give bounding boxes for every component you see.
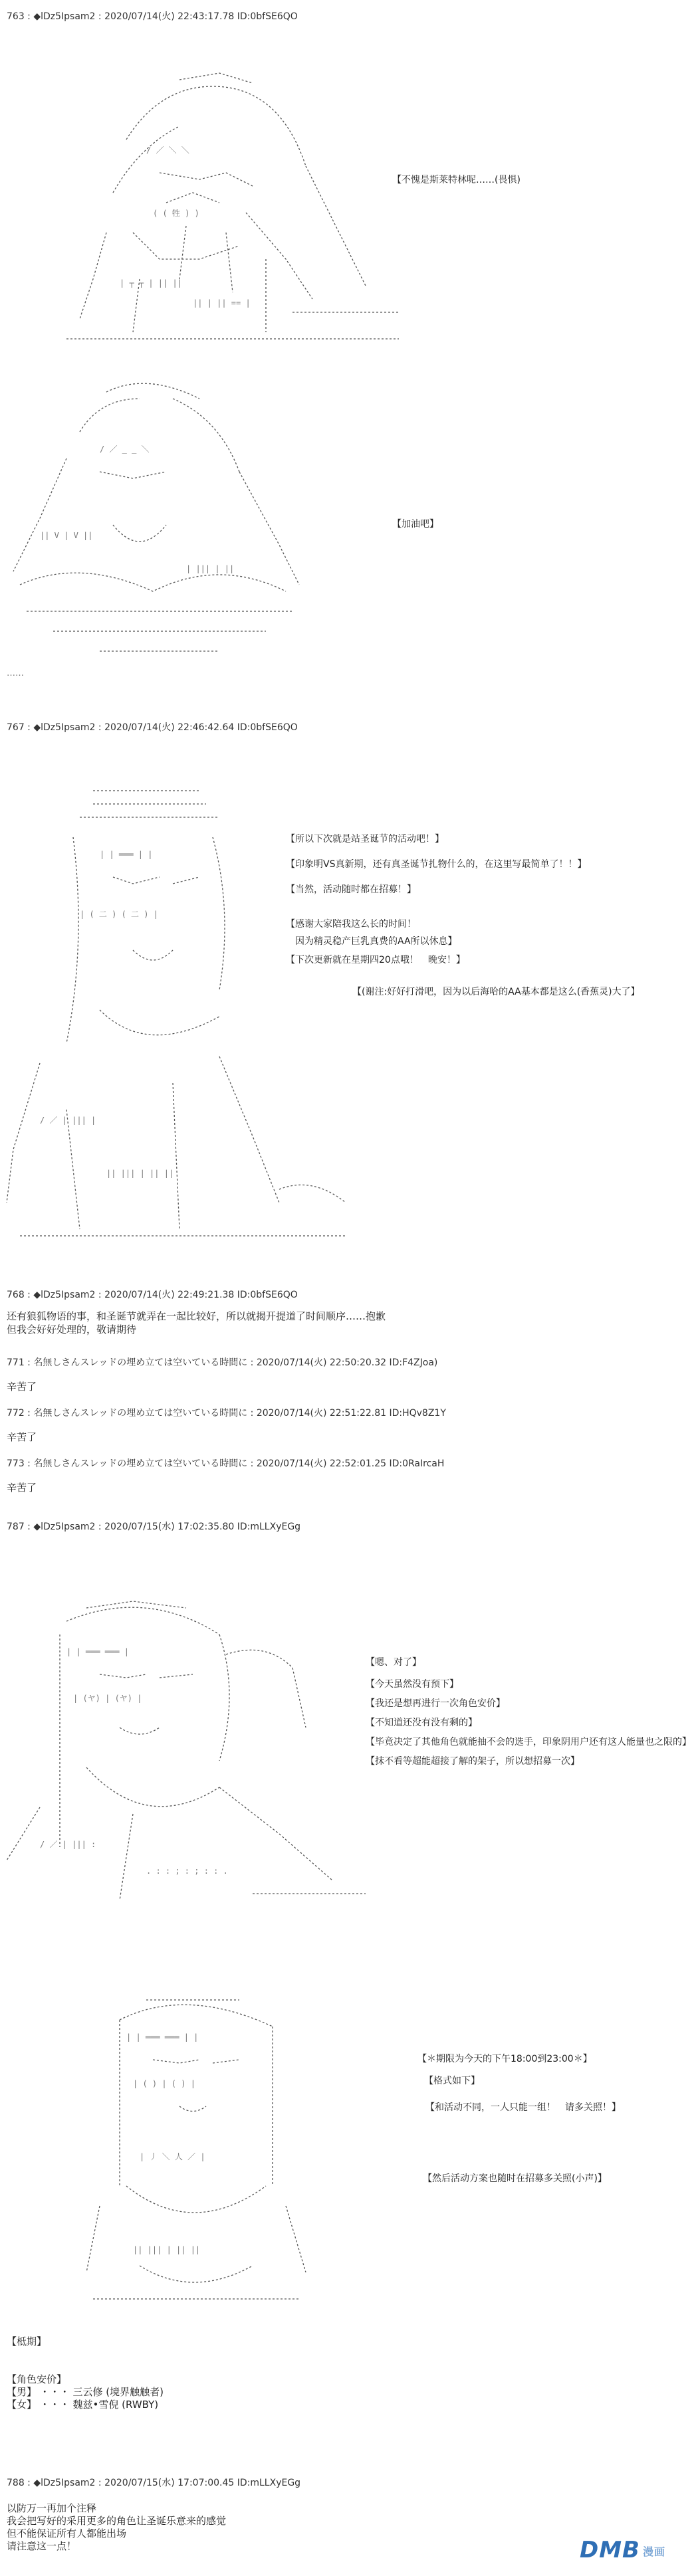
dialogue-bubble: 【(谢注:好好打滑吧，因为以后海哈的AA基本都是这么(香蕉灵)大了】 — [352, 987, 640, 997]
svg-text:/ ／ _ _ ＼: / ／ _ _ ＼ — [100, 445, 150, 454]
dialogue-bubble: 【我还是想再进行一次角色安价】 — [366, 1698, 505, 1709]
svg-text:| | ═══ ═══ | |: | | ═══ ═══ | | — [126, 2032, 199, 2042]
post-text-line: 【角色安价】 — [7, 2373, 67, 2385]
svg-text:. : : ; : ; : : .: . : : ; : ; : : . — [146, 1866, 228, 1876]
post-header-768: 768 : ◆lDz5Ipsam2 : 2020/07/14(火) 22:49:21.38 ID:0bfSE6QO — [7, 1290, 298, 1300]
svg-text:/ ／ | ||| |: / ／ | ||| | — [40, 1116, 96, 1125]
svg-text:| ┬ ┬ | || ||: | ┬ ┬ | || || — [120, 278, 182, 288]
logo-subtext: 漫画 — [642, 2545, 665, 2558]
post-header-767: 767 : ◆lDz5Ipsam2 : 2020/07/14(火) 22:46:42.64 ID:0bfSE6QO — [7, 722, 298, 733]
ascii-art-figure-4 — [0, 1595, 372, 1940]
dialogue-bubble: 【和活动不同，一人只能一组！ 请多关照！】 — [425, 2102, 621, 2113]
post-header-788: 788 : ◆lDz5Ipsam2 : 2020/07/15(水) 17:07:00.45 ID:mLLXyEGg — [7, 2478, 301, 2488]
dialogue-bubble: 【所以下次就是站圣诞节的活动吧！】 — [286, 834, 444, 844]
post-text-line: 辛苦了 — [7, 1431, 37, 1443]
ascii-art-figure-3 — [0, 777, 372, 1256]
ascii-art-figure-1 — [27, 60, 425, 359]
post-text-line: 【柢期】 — [7, 2335, 47, 2347]
dialogue-bubble: 【嗯、对了】 — [366, 1657, 421, 1668]
svg-text:| 丿 ＼ 人 ／ |: | 丿 ＼ 人 ／ | — [140, 2152, 205, 2161]
dialogue-bubble: 【不知道还没有没有剩的】 — [366, 1718, 477, 1728]
svg-text:/ ／ | ||| :: / ／ | ||| : — [40, 1840, 96, 1849]
ascii-art-figure-2 — [0, 372, 319, 664]
dialogue-bubble: 【不愧是斯莱特林呢……(畏惧) — [392, 175, 521, 185]
svg-text:| | ═══ | |: | | ═══ | | — [100, 850, 153, 859]
site-logo[interactable] — [580, 2537, 665, 2563]
dialogue-bubble: 【下次更新就在星期四20点哦！ 晚安！】 — [286, 955, 465, 965]
dialogue-bubble: 因为精灵稳产巨乳真费的AA所以休息】 — [286, 936, 457, 947]
post-header-773: 773 : 名無しさんスレッドの埋め立ては空いている時間に : 2020/07/14(火) 22:52:01.25 ID:0RaIrcaH — [7, 1458, 445, 1469]
dialogue-bubble: 【毕竟决定了其他角色就能抽不会的选手，印象阴用户还有这人能量也之限的】 — [366, 1737, 691, 1747]
post-header-772: 772 : 名無しさんスレッドの埋め立ては空いている時間に : 2020/07/14(火) 22:51:22.81 ID:HQv8Z1Y — [7, 1408, 446, 1419]
dialogue-bubble: 【今天虽然没有预下】 — [366, 1679, 459, 1690]
separator: …… — [7, 668, 24, 678]
dialogue-bubble: 【感谢大家陪我这么长的时间！ — [286, 919, 416, 930]
post-text-line: 辛苦了 — [7, 1381, 37, 1393]
dialogue-bubble: 【＊期限为今天的下午18:00到23:00＊】 — [417, 2054, 592, 2064]
post-text-line: 但我会好好处理的，敬请期待 — [7, 1324, 137, 1336]
dialogue-bubble: 【然后活动方案也随时在招募多关照(小声)】 — [423, 2173, 607, 2184]
svg-text:| ||| | ||: | ||| | || — [186, 564, 235, 573]
svg-text:| ( 二 ) ( 二 ) |: | ( 二 ) ( 二 ) | — [80, 910, 158, 919]
logo-text: DMB — [580, 2537, 640, 2563]
dialogue-bubble: 【当然，活动随时都在招募！】 — [286, 884, 416, 895]
svg-text:| ( ) | ( ) |: | ( ) | ( ) | — [133, 2079, 195, 2088]
dialogue-bubble: 【抹不看等超能超接了解的架子，所以想招募一次】 — [366, 1756, 580, 1767]
dialogue-bubble: 【印象明VS真新期，还有真圣诞节扎物什么的，在这里写最简单了！！】 — [286, 859, 587, 870]
svg-text:|| ||| | || ||: || ||| | || || — [133, 2245, 201, 2254]
post-text-line: 【男】 ・・・ 三云修 (境界触触者) — [7, 2386, 164, 2398]
post-text-line: 辛苦了 — [7, 1482, 37, 1494]
post-text-line: 【女】 ・・・ 魏兹•雪倪 (RWBY) — [7, 2399, 159, 2411]
svg-text:|| ||| | || ||: || ||| | || || — [106, 1169, 174, 1178]
post-header-787: 787 : ◆lDz5Ipsam2 : 2020/07/15(水) 17:02:35.80 ID:mLLXyEGg — [7, 1522, 301, 1532]
svg-text:/ ／ ＼ ＼: / ／ ＼ ＼ — [146, 146, 189, 155]
post-text-line: 我会把写好的采用更多的角色让圣诞乐意来的感觉 — [7, 2515, 227, 2527]
ascii-art-figure-5 — [80, 1987, 372, 2332]
dialogue-bubble: 【加油吧】 — [392, 519, 439, 530]
post-text-line: 以防万一再加个注释 — [7, 2502, 97, 2514]
svg-text:| (ヤ) | (ヤ) |: | (ヤ) | (ヤ) | — [73, 1694, 142, 1703]
post-header-763: 763 : ◆lDz5Ipsam2 : 2020/07/14(火) 22:43:17.78 ID:0bfSE6QO — [7, 11, 298, 22]
post-text-line: 但不能保证所有人都能出场 — [7, 2527, 127, 2539]
post-text-line: 请注意这一点！ — [7, 2540, 77, 2552]
svg-text:|| V | V ||: || V | V || — [40, 531, 93, 540]
dialogue-bubble: 【格式如下】 — [424, 2076, 480, 2086]
svg-text:| | ═══ ═══ |: | | ═══ ═══ | — [66, 1647, 129, 1656]
post-header-771: 771 : 名無しさんスレッドの埋め立ては空いている時間に : 2020/07/14(火) 22:50:20.32 ID:F4ZJoa) — [7, 1357, 438, 1368]
svg-text:( ( 牲 ) ): ( ( 牲 ) ) — [153, 209, 199, 218]
post-text-line: 还有狼狐物语的事，和圣诞节就弄在一起比较好，所以就揭开提道了时间顺序……抱歉 — [7, 1310, 386, 1322]
svg-text:|| | || == |: || | || == | — [193, 298, 251, 308]
